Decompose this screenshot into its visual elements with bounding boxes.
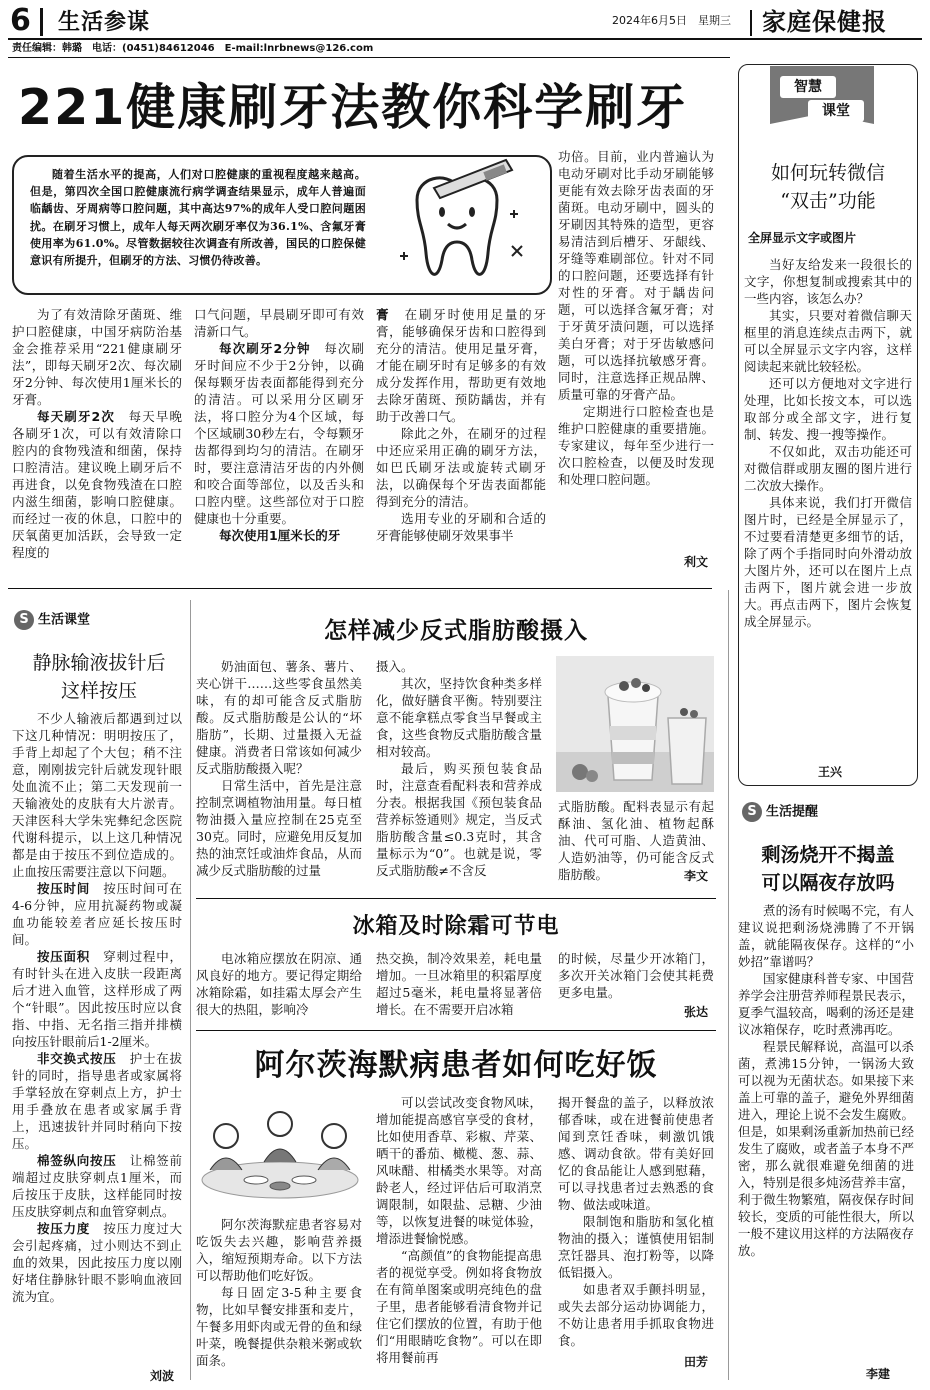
- section-s-icon: S: [14, 610, 34, 630]
- main-column-1: 为了有效清除牙菌斑、维护口腔健康，中国牙病防治基金会推荐采用“221健康刷牙法”，即每天刷牙2次、每次刷牙2分钟、每次使用1厘米长的牙膏。 每天刷牙2次 每天早晚各刷牙1次，可以有效清除口腔内的食物残渣和细菌，保持口腔清洁。建议晚上刷牙后不再进食，以免食物残渣在口腔内滋生细菌，影响口腔健康。而经过一夜的休息，口腔中的厌氧菌更加活跃，会导致一定程度的: [12, 307, 182, 560]
- lead-brush-twice: 每天刷牙2次: [37, 409, 115, 424]
- main-column-4: 功倍。目前，业内普遍认为电动牙刷对比手动牙刷能够更能有效去除牙齿表面的牙菌斑。电动牙刷中，圆头的牙刷因其特殊的造型，更容易清洁到后槽牙、牙龈线、牙缝等难刷部位。针对不同的口腔问题，还要选择有针对性的牙膏。对于龋齿问题，可以选择含氟牙膏；对于牙黄牙渍问题，可以选择美白牙膏；对于牙齿敏感问题，可以选择抗敏感牙膏。同时，注意选择正规品牌、质量可靠的牙膏产品。 定期进行口腔检查也是维护口腔健康的重要措施。专家建议，每年至少进行一次口腔检查，以便及时发现和处理口腔问题。: [558, 149, 714, 487]
- fat-byline: 李文: [684, 869, 709, 883]
- infusion-title-2: 这样按压: [60, 680, 137, 702]
- reminder-body: 煮的汤有时候喝不完，有人建议说把剩汤烧沸腾了不开锅盖，就能隔夜保存。这样的“小妙招”靠谱吗？ 国家健康科普专家、中国营养学会注册营养师程景民表示，夏季气温较高，喝剩的汤还是建议冰箱保存，吃时煮沸再吃。 程景民解释说，高温可以杀菌，煮沸15分钟，一锅汤大致可以视为无菌状态。如果接下来盖上可靠的盖子，避免外界细菌进入，理论上说不会发生腐败。但是，如果剩汤重新加热前已经发生了腐败，或者盖子本身不严密，那么就很难避免细菌的进入，特别是很多炖汤营养丰富，利于微生物繁殖，隔夜保存时间较长，变质的可能性很大，所以一般不建议用这样的方法隔夜存放。: [738, 903, 914, 1258]
- reminder-section-label: S 生活提醒: [742, 802, 818, 822]
- main-column-2: 口气问题，早晨刷牙即可有效清新口气。 每次刷牙2分钟 每次刷牙时间应不少于2分钟，以确保每颗牙齿表面都能得到充分的清洁。可以采用分区刷牙法，将口腔分为4个区域，每个区域刷30秒左右，令每颗牙齿都得到均匀的清洁。在刷牙时，要注意清洁牙齿的内外侧和咬合面等部位，以及舌头和口腔内壁。这些部位对于口腔健康也十分重要。 每次使用1厘米长的牙: [194, 307, 364, 543]
- issue-date: 2024年6月5日 星期三: [612, 14, 731, 27]
- masthead-divider: [750, 10, 752, 36]
- main-byline: 利文: [684, 555, 709, 569]
- fat-bottom-rule: [196, 898, 716, 899]
- sidebar-subtitle: 全屏显示文字或图片: [748, 231, 857, 245]
- fridge-byline: 张达: [684, 1005, 709, 1019]
- fat-column-2: 摄入。 其次，坚持饮食种类多样化，做好膳食平衡。特别要注意不能拿糕点零食当早餐或主食，这些食物反式脂肪酸含量相对较高。 最后，购买预包装食品时，注意查看配料表和营养成分表。根据我国《预包装食品营养标签通则》规定，当反式脂肪酸含量≤0.3克时，其含量标示为“0”。也就是说，零反式脂肪酸≠不含反: [376, 659, 542, 878]
- editor-rule: [8, 57, 730, 58]
- page-number: 6: [10, 3, 31, 38]
- lead-one-cm: 每次使用1厘米长的牙: [219, 528, 341, 543]
- main-column-3: 膏 在刷牙时使用足量的牙膏，能够确保牙齿和口腔得到充分的清洁。使用足量牙膏，才能在刷牙时有足够多的有效成分发挥作用，帮助更有效地去除牙菌斑、预防龋齿，并有助于改善口气。 除此之外，在刷牙的过程中还应采用正确的刷牙方法，如巴氏刷牙法或旋转式刷牙法，以确保每个牙齿表面都能得到充分的清洁。 选用专业的牙刷和合适的牙膏能够使刷牙效果事半: [376, 307, 546, 543]
- alzheimer-headline: 阿尔茨海默病患者如何吃好饭: [254, 1048, 658, 1083]
- alzheimer-column-3: 揭开餐盘的盖子，以释放浓郁香味，或在进餐前使患者闻到烹饪香味，刺激饥饿感、调动食欲。带有美好回忆的食品能让人感到慰藉，可以寻找患者过去熟悉的食物、做法或味道。 限制饱和脂肪和氢化植物油的摄入；谨慎使用铝制烹饪器具、泡打粉等，以降低铝摄入。 如患者双手颤抖明显，或失去部分运动协调能力，不妨让患者用手抓取食物进食。: [558, 1095, 714, 1348]
- alzheimer-byline: 田芳: [684, 1355, 709, 1369]
- sidebar-title-2: “双击”功能: [780, 190, 876, 212]
- section-s-icon: S: [742, 802, 762, 822]
- fat-column-3: 式脂肪酸。配料表显示有起酥油、氢化油、植物起酥油、代可可脂、人造黄油、人造奶油等，仍可能含反式脂肪酸。: [558, 799, 714, 882]
- tooth-toothbrush-illustration: [392, 158, 542, 292]
- classroom-section-label: S 生活课堂: [14, 610, 90, 630]
- intro-text: 随着生活水平的提高，人们对口腔健康的重视程度越来越高。但是，第四次全国口腔健康流行病学调查结果显示，成年人普遍面临龋齿、牙周病等口腔问题，其中高达97%的成年人受口腔问题困扰。在刷牙习惯上，成年人每天两次刷牙率仅为36.1%、含氟牙膏使用率为61.0%。尽管数据较往次调查有所改善，国民的口腔保健意识有所提升，但刷牙的方法、习惯仍待改善。: [30, 168, 366, 268]
- infusion-title-1: 静脉输液拔针后: [32, 652, 166, 674]
- dessert-cup-photo: [556, 656, 714, 792]
- fat-headline: 怎样减少反式脂肪酸摄入: [324, 618, 588, 644]
- sidebar-title-1: 如何玩转微信: [770, 162, 885, 184]
- sidebar-byline: 王兴: [818, 765, 843, 779]
- left-column-divider: [190, 600, 191, 1380]
- sidebar-tag-line2: 课堂: [808, 100, 864, 122]
- fridge-column-3: 的时候，尽量少开冰箱门，多次开关冰箱门会使其耗费更多电量。: [558, 951, 714, 1000]
- newspaper-logo: 家庭保健报: [762, 7, 887, 36]
- lead-two-minutes: 每次刷牙2分钟: [219, 341, 311, 356]
- alzheimer-column-2: 可以尝试改变食物风味，增加能提高感官享受的食材，比如使用香草、彩椒、芹菜、晒干的番茄、橄榄、葱、蒜、风味醋、柑橘类水果等。对高龄老人，经过评估后可取消烹调限制，如限盐、忌糖、少油等，以恢复进餐的味觉体验，增添进餐愉悦感。 “高颜值”的食物能提高患者的视觉享受。例如将食物放在有简单图案或明亮纯色的盘子里，患者能够看清食物并记住它们摆放的位置，有助于他们“用眼睛吃食物”。可以在即将用餐前再: [376, 1095, 542, 1365]
- infusion-byline: 刘波: [150, 1369, 175, 1383]
- fridge-bottom-rule: [196, 1030, 716, 1031]
- main-headline: 221健康刷牙法教你科学刷牙: [18, 79, 688, 136]
- alzheimer-column-1: 阿尔茨海默症患者容易对吃饭失去兴趣，影响营养摄入，缩短预期寿命。以下方法可以帮助他们吃好饭。 每日固定3-5种主要食物，比如早餐安排蛋和麦片，午餐多用虾肉或无骨的鱼和绿叶菜，晚餐提供杂粮米粥或软面条。: [196, 1217, 362, 1368]
- fridge-column-2: 热交换，制冷效果差，耗电量增加。一旦冰箱里的积霜厚度超过5毫米，耗电量将显著倍增长。在不需要开启冰箱: [376, 951, 542, 1017]
- fridge-headline: 冰箱及时除霜可节电: [352, 914, 560, 939]
- fat-column-1: 奶油面包、薯条、薯片、夹心饼干……这些零食虽然美味，有的却可能含反式脂肪酸。反式脂肪酸是公认的“坏脂肪”，长期、过量摄入无益健康。消费者日常该如何减少反式脂肪酸摄入呢？ 日常生活中，首先是注意控制烹调植物油用量。每日植物油摄入量应控制在25克至30克。同时，应避免用反复加热的油烹饪或油炸食品，从而减少反式脂肪酸的过量: [196, 659, 362, 878]
- sidebar-body: 当好友给发来一段很长的文字，你想复制或搜索其中的一些内容，该怎么办？ 其实，只要对着微信聊天框里的消息连续点击两下，就可以全屏显示文字内容，这样阅读起来就比较轻松。 还可以方便地对文字进行处理，比如长按文本，可以选取部分或全部文字，进行复制、转发、搜一搜等操作。 不仅如此，双击功能还可对微信群或朋友圈的图片进行二次放大操作。 具体来说，我们打开微信图片时，已经是全屏显示了，不过要看清楚更多细节的话，除了两个手指同时向外滑动放大图片外，还可以在图片上点击两下，图片就会进一步放大。再点击两下，图片会恢复成全屏显示。: [744, 257, 912, 629]
- reminder-title-1: 剩汤烧开不揭盖: [761, 844, 895, 866]
- column-divider: [728, 590, 729, 1380]
- page-number-divider: [40, 8, 43, 36]
- section-title: 生活参谋: [58, 10, 151, 35]
- reminder-byline: 李建: [866, 1367, 891, 1381]
- editor-line: 责任编辑：韩璐 电话：(0451)84612046 E-mail:lnrbnews@126.com: [12, 43, 374, 54]
- family-dinner-illustration: [196, 1096, 364, 1208]
- masthead-rule: [8, 38, 922, 40]
- sidebar-tag-line1: 智慧: [780, 76, 836, 98]
- infusion-body: 不少人输液后都遇到过以下这几种情况：明明按压了，手背上却起了个大包；稍不注意，刚刚拔完针后就发现针眼处血流不止；第二天发现前一天输液处的皮肤有大片淤青。天津医科大学朱宪彝纪念医院代谢科提示，以上这几种情况都是由于按压不到位造成的。止血按压需要注意以下问题。 按压时间 按压时间可在4-6分钟，应用抗凝药物或凝血功能较差者应延长按压时间。 按压面积 穿刺过程中，有时针头在进入皮肤一段距离后才进入血管，这样形成了两个“针眼”。因此按压时应以食指、中指、无名指三指并排横向按压针眼前后1-2厘米。 非交换式按压 护士在拔针的同时，指导患者或家属将手掌轻放在穿刺点上方，护士用手叠放在患者或家属手背上，迅速拔针并同时稍向下按压。 棉签纵向按压 让棉签前端超过皮肤穿刺点1厘米，而后按压于皮肤，这样能同时按压皮肤穿刺点和血管穿刺点。 按压力度 按压力度过大会引起疼痛，过小则达不到止血的效果，因此按压力度以刚好堵住静脉针眼不影响血液回流为宜。: [12, 711, 182, 1304]
- fridge-column-1: 电冰箱应摆放在阴凉、通风良好的地方。要记得定期给冰箱除霜，如挂霜太厚会产生很大的热阻，影响冷: [196, 951, 362, 1017]
- main-bottom-rule: [8, 588, 712, 589]
- reminder-title-2: 可以隔夜存放吗: [761, 872, 895, 894]
